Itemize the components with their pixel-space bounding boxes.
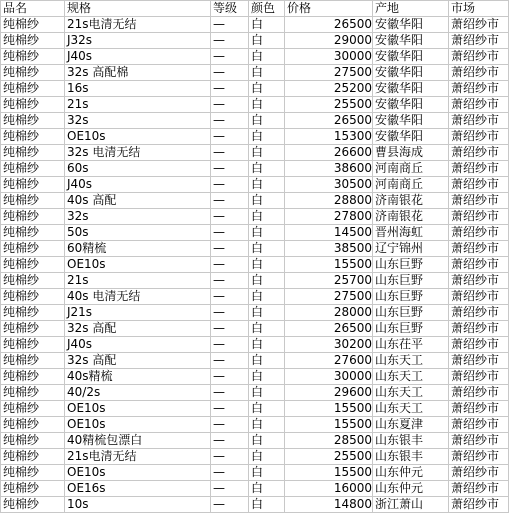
cell-origin[interactable]: 山东银丰: [373, 449, 449, 465]
cell-spec[interactable]: OE10s: [65, 417, 211, 433]
table-row: [1, 305, 509, 321]
cell-price[interactable]: 28500: [285, 433, 373, 449]
cell-market[interactable]: 萧绍纱市: [449, 289, 509, 305]
cell-color[interactable]: 白: [249, 17, 285, 33]
cell-market[interactable]: 萧绍纱市: [449, 401, 509, 417]
cell-name[interactable]: 纯棉纱: [1, 433, 65, 449]
cell-market[interactable]: 萧绍纱市: [449, 161, 509, 177]
table-row: [1, 273, 509, 289]
cell-spec[interactable]: 21s电清无结: [65, 17, 211, 33]
cell-price[interactable]: 28800: [285, 193, 373, 209]
cell-color[interactable]: 白: [249, 193, 285, 209]
cell-origin[interactable]: 山东仲元: [373, 465, 449, 481]
cell-name[interactable]: 纯棉纱: [1, 129, 65, 145]
cell-price[interactable]: 15500: [285, 465, 373, 481]
cell-origin[interactable]: 山东茌平: [373, 337, 449, 353]
cell-price[interactable]: 26500: [285, 17, 373, 33]
table-row: [1, 49, 509, 65]
cell-spec[interactable]: 10s: [65, 497, 211, 513]
cell-price[interactable]: 25700: [285, 273, 373, 289]
cell-name[interactable]: 纯棉纱: [1, 113, 65, 129]
cell-price[interactable]: 30000: [285, 49, 373, 65]
cell-market[interactable]: 萧绍纱市: [449, 145, 509, 161]
cell-name[interactable]: 纯棉纱: [1, 305, 65, 321]
cell-grade[interactable]: —: [211, 17, 249, 33]
table-row: [1, 449, 509, 465]
cell-spec[interactable]: J40s: [65, 337, 211, 353]
cell-grade[interactable]: —: [211, 385, 249, 401]
cell-market[interactable]: 萧绍纱市: [449, 353, 509, 369]
cell-market[interactable]: 萧绍纱市: [449, 193, 509, 209]
table-row: [1, 369, 509, 385]
cell-grade[interactable]: —: [211, 129, 249, 145]
cell-price[interactable]: 25500: [285, 97, 373, 113]
cell-market[interactable]: 萧绍纱市: [449, 113, 509, 129]
cell-grade[interactable]: —: [211, 433, 249, 449]
cell-price[interactable]: 28000: [285, 305, 373, 321]
cell-spec[interactable]: OE10s: [65, 129, 211, 145]
cell-origin[interactable]: 山东夏津: [373, 417, 449, 433]
table-body: [1, 1, 509, 513]
cell-color[interactable]: 白: [249, 321, 285, 337]
cell-market[interactable]: 萧绍纱市: [449, 33, 509, 49]
table-row: [1, 225, 509, 241]
cell-origin[interactable]: 安徽华阳: [373, 49, 449, 65]
table-row: [1, 353, 509, 369]
cell-spec[interactable]: 21s: [65, 97, 211, 113]
cell-origin[interactable]: 山东巨野: [373, 289, 449, 305]
cell-price[interactable]: 14500: [285, 225, 373, 241]
cell-spec[interactable]: 40/2s: [65, 385, 211, 401]
cell-grade[interactable]: —: [211, 305, 249, 321]
cell-color[interactable]: 白: [249, 225, 285, 241]
column-header-origin[interactable]: 产地: [373, 1, 449, 17]
cell-price[interactable]: 26600: [285, 145, 373, 161]
column-header-price[interactable]: 价格: [285, 1, 373, 17]
cell-price[interactable]: 15500: [285, 401, 373, 417]
cell-color[interactable]: 白: [249, 289, 285, 305]
cell-grade[interactable]: —: [211, 497, 249, 513]
cell-color[interactable]: 白: [249, 481, 285, 497]
table-row: [1, 129, 509, 145]
cell-grade[interactable]: —: [211, 113, 249, 129]
cell-price[interactable]: 16000: [285, 481, 373, 497]
cell-grade[interactable]: —: [211, 161, 249, 177]
cell-color[interactable]: 白: [249, 337, 285, 353]
cell-spec[interactable]: OE10s: [65, 401, 211, 417]
cell-market[interactable]: 萧绍纱市: [449, 481, 509, 497]
cell-origin[interactable]: 山东天工: [373, 353, 449, 369]
cell-spec[interactable]: 32s: [65, 209, 211, 225]
cell-color[interactable]: 白: [249, 177, 285, 193]
cell-name[interactable]: 纯棉纱: [1, 17, 65, 33]
cell-grade[interactable]: —: [211, 353, 249, 369]
cell-market[interactable]: 萧绍纱市: [449, 465, 509, 481]
cell-market[interactable]: 萧绍纱市: [449, 65, 509, 81]
table-row: [1, 81, 509, 97]
cell-origin[interactable]: 济南银花: [373, 193, 449, 209]
cell-color[interactable]: 白: [249, 385, 285, 401]
cell-market[interactable]: 萧绍纱市: [449, 129, 509, 145]
cell-color[interactable]: 白: [249, 257, 285, 273]
cell-market[interactable]: 萧绍纱市: [449, 257, 509, 273]
cell-origin[interactable]: 河南商丘: [373, 161, 449, 177]
cell-grade[interactable]: —: [211, 273, 249, 289]
cell-origin[interactable]: 山东巨野: [373, 273, 449, 289]
cell-price[interactable]: 29000: [285, 33, 373, 49]
cell-color[interactable]: 白: [249, 97, 285, 113]
cell-origin[interactable]: 安徽华阳: [373, 17, 449, 33]
cell-grade[interactable]: —: [211, 193, 249, 209]
cell-name[interactable]: 纯棉纱: [1, 97, 65, 113]
cell-origin[interactable]: 辽宁锦州: [373, 241, 449, 257]
column-header-color[interactable]: 颜色: [249, 1, 285, 17]
cell-grade[interactable]: —: [211, 49, 249, 65]
cell-color[interactable]: 白: [249, 113, 285, 129]
cell-spec[interactable]: 40s 电清无结: [65, 289, 211, 305]
cell-price[interactable]: 38500: [285, 241, 373, 257]
cell-spec[interactable]: 21s: [65, 273, 211, 289]
cell-color[interactable]: 白: [249, 81, 285, 97]
cell-market[interactable]: 萧绍纱市: [449, 225, 509, 241]
cell-grade[interactable]: —: [211, 401, 249, 417]
column-header-spec[interactable]: 规格: [65, 1, 211, 17]
table-row: [1, 17, 509, 33]
cell-origin[interactable]: 山东天工: [373, 369, 449, 385]
cell-name[interactable]: 纯棉纱: [1, 337, 65, 353]
cell-price[interactable]: 38600: [285, 161, 373, 177]
cell-origin[interactable]: 安徽华阳: [373, 65, 449, 81]
cell-name[interactable]: 纯棉纱: [1, 177, 65, 193]
cell-color[interactable]: 白: [249, 417, 285, 433]
cell-market[interactable]: 萧绍纱市: [449, 497, 509, 513]
cell-name[interactable]: 纯棉纱: [1, 497, 65, 513]
cell-color[interactable]: 白: [249, 145, 285, 161]
cell-origin[interactable]: 曹县海成: [373, 145, 449, 161]
table-row: [1, 113, 509, 129]
cell-market[interactable]: 萧绍纱市: [449, 369, 509, 385]
cell-origin[interactable]: 浙江萧山: [373, 497, 449, 513]
cell-color[interactable]: 白: [249, 65, 285, 81]
cell-spec[interactable]: J32s: [65, 33, 211, 49]
cell-price[interactable]: 27500: [285, 289, 373, 305]
column-header-market[interactable]: 市场: [449, 1, 509, 17]
cell-name[interactable]: 纯棉纱: [1, 401, 65, 417]
cell-price[interactable]: 26500: [285, 321, 373, 337]
table-row: [1, 161, 509, 177]
cell-name[interactable]: 纯棉纱: [1, 321, 65, 337]
cell-color[interactable]: 白: [249, 33, 285, 49]
cell-color[interactable]: 白: [249, 209, 285, 225]
cell-price[interactable]: 27500: [285, 65, 373, 81]
cell-grade[interactable]: —: [211, 449, 249, 465]
column-header-grade[interactable]: 等级: [211, 1, 249, 17]
table-row: [1, 177, 509, 193]
table-row: [1, 257, 509, 273]
cell-price[interactable]: 14800: [285, 497, 373, 513]
cell-price[interactable]: 29600: [285, 385, 373, 401]
cell-name[interactable]: 纯棉纱: [1, 273, 65, 289]
cell-spec[interactable]: OE16s: [65, 481, 211, 497]
cell-grade[interactable]: —: [211, 177, 249, 193]
cell-origin[interactable]: 山东天工: [373, 385, 449, 401]
cell-origin[interactable]: 安徽华阳: [373, 97, 449, 113]
cell-origin[interactable]: 山东巨野: [373, 321, 449, 337]
cell-price[interactable]: 15500: [285, 417, 373, 433]
cell-name[interactable]: 纯棉纱: [1, 49, 65, 65]
cell-market[interactable]: 萧绍纱市: [449, 17, 509, 33]
cell-grade[interactable]: —: [211, 81, 249, 97]
table-row: [1, 289, 509, 305]
cell-origin[interactable]: 济南银花: [373, 209, 449, 225]
cell-origin[interactable]: 晋州海虹: [373, 225, 449, 241]
cell-color[interactable]: 白: [249, 497, 285, 513]
cell-spec[interactable]: OE10s: [65, 465, 211, 481]
cell-grade[interactable]: —: [211, 289, 249, 305]
table-row: [1, 497, 509, 513]
cell-color[interactable]: 白: [249, 241, 285, 257]
cell-grade[interactable]: —: [211, 97, 249, 113]
cell-grade[interactable]: —: [211, 465, 249, 481]
table-row: [1, 337, 509, 353]
cell-grade[interactable]: —: [211, 481, 249, 497]
table-row: [1, 209, 509, 225]
cell-spec[interactable]: 32s 高配棉: [65, 65, 211, 81]
cell-market[interactable]: 萧绍纱市: [449, 305, 509, 321]
cell-spec[interactable]: 21s电清无结: [65, 449, 211, 465]
cell-name[interactable]: 纯棉纱: [1, 145, 65, 161]
cell-grade[interactable]: —: [211, 321, 249, 337]
cell-spec[interactable]: 60精梳: [65, 241, 211, 257]
cell-name[interactable]: 纯棉纱: [1, 161, 65, 177]
cell-name[interactable]: 纯棉纱: [1, 449, 65, 465]
cell-grade[interactable]: —: [211, 257, 249, 273]
cell-spec[interactable]: J40s: [65, 49, 211, 65]
table-row: [1, 481, 509, 497]
cell-color[interactable]: 白: [249, 305, 285, 321]
cell-market[interactable]: 萧绍纱市: [449, 81, 509, 97]
table-row: [1, 465, 509, 481]
cell-price[interactable]: 30000: [285, 369, 373, 385]
cell-color[interactable]: 白: [249, 433, 285, 449]
cell-color[interactable]: 白: [249, 129, 285, 145]
cell-origin[interactable]: 山东巨野: [373, 305, 449, 321]
cell-origin[interactable]: 河南商丘: [373, 177, 449, 193]
cell-spec[interactable]: 32s 电清无结: [65, 145, 211, 161]
cell-price[interactable]: 27800: [285, 209, 373, 225]
cell-name[interactable]: 纯棉纱: [1, 465, 65, 481]
cell-grade[interactable]: —: [211, 417, 249, 433]
cell-name[interactable]: 纯棉纱: [1, 193, 65, 209]
cell-name[interactable]: 纯棉纱: [1, 289, 65, 305]
cell-origin[interactable]: 山东天工: [373, 401, 449, 417]
cell-spec[interactable]: J40s: [65, 177, 211, 193]
cell-grade[interactable]: —: [211, 209, 249, 225]
cell-origin[interactable]: 山东巨野: [373, 257, 449, 273]
cell-color[interactable]: 白: [249, 273, 285, 289]
cell-origin[interactable]: 安徽华阳: [373, 33, 449, 49]
cell-spec[interactable]: 50s: [65, 225, 211, 241]
cell-name[interactable]: 纯棉纱: [1, 65, 65, 81]
cell-name[interactable]: 纯棉纱: [1, 385, 65, 401]
cell-color[interactable]: 白: [249, 401, 285, 417]
cell-price[interactable]: 25200: [285, 81, 373, 97]
cell-market[interactable]: 萧绍纱市: [449, 385, 509, 401]
table-row: [1, 97, 509, 113]
cell-market[interactable]: 萧绍纱市: [449, 449, 509, 465]
cell-market[interactable]: 萧绍纱市: [449, 177, 509, 193]
cell-spec[interactable]: 40s精梳: [65, 369, 211, 385]
cell-color[interactable]: 白: [249, 161, 285, 177]
cell-price[interactable]: 30500: [285, 177, 373, 193]
cell-spec[interactable]: 32s: [65, 113, 211, 129]
cell-grade[interactable]: —: [211, 369, 249, 385]
cell-market[interactable]: 萧绍纱市: [449, 417, 509, 433]
cell-spec[interactable]: 60s: [65, 161, 211, 177]
cell-color[interactable]: 白: [249, 449, 285, 465]
table-row: [1, 321, 509, 337]
cell-origin[interactable]: 山东银丰: [373, 433, 449, 449]
cell-spec[interactable]: 32s 高配: [65, 353, 211, 369]
table-row: [1, 145, 509, 161]
cell-grade[interactable]: —: [211, 33, 249, 49]
cell-price[interactable]: 15500: [285, 257, 373, 273]
table-row: [1, 417, 509, 433]
cell-market[interactable]: 萧绍纱市: [449, 337, 509, 353]
table-row: [1, 241, 509, 257]
table-row: [1, 65, 509, 81]
cell-name[interactable]: 纯棉纱: [1, 257, 65, 273]
cell-name[interactable]: 纯棉纱: [1, 481, 65, 497]
cell-name[interactable]: 纯棉纱: [1, 369, 65, 385]
cell-origin[interactable]: 安徽华阳: [373, 129, 449, 145]
cell-name[interactable]: 纯棉纱: [1, 353, 65, 369]
cell-name[interactable]: 纯棉纱: [1, 225, 65, 241]
cell-spec[interactable]: 40精梳包漂白: [65, 433, 211, 449]
cell-name[interactable]: 纯棉纱: [1, 241, 65, 257]
cell-name[interactable]: 纯棉纱: [1, 417, 65, 433]
cell-color[interactable]: 白: [249, 465, 285, 481]
cell-market[interactable]: 萧绍纱市: [449, 97, 509, 113]
cell-price[interactable]: 26500: [285, 113, 373, 129]
cell-color[interactable]: 白: [249, 49, 285, 65]
cell-origin[interactable]: 安徽华阳: [373, 113, 449, 129]
cell-name[interactable]: 纯棉纱: [1, 33, 65, 49]
cell-color[interactable]: 白: [249, 369, 285, 385]
cell-market[interactable]: 萧绍纱市: [449, 433, 509, 449]
header-row: [1, 1, 509, 17]
cell-grade[interactable]: —: [211, 65, 249, 81]
cell-market[interactable]: 萧绍纱市: [449, 273, 509, 289]
table-row: [1, 433, 509, 449]
cell-grade[interactable]: —: [211, 241, 249, 257]
cell-market[interactable]: 萧绍纱市: [449, 241, 509, 257]
table-row: [1, 401, 509, 417]
cell-price[interactable]: 15300: [285, 129, 373, 145]
cell-price[interactable]: 25500: [285, 449, 373, 465]
cell-grade[interactable]: —: [211, 145, 249, 161]
cell-color[interactable]: 白: [249, 353, 285, 369]
cell-spec[interactable]: J21s: [65, 305, 211, 321]
cell-market[interactable]: 萧绍纱市: [449, 321, 509, 337]
cell-market[interactable]: 萧绍纱市: [449, 49, 509, 65]
cell-origin[interactable]: 山东仲元: [373, 481, 449, 497]
cell-grade[interactable]: —: [211, 225, 249, 241]
cell-origin[interactable]: 安徽华阳: [373, 81, 449, 97]
cell-grade[interactable]: —: [211, 337, 249, 353]
table-row: [1, 385, 509, 401]
table-row: [1, 33, 509, 49]
cell-spec[interactable]: 40s 高配: [65, 193, 211, 209]
cell-market[interactable]: 萧绍纱市: [449, 209, 509, 225]
cell-spec[interactable]: 32s 高配: [65, 321, 211, 337]
table-row: [1, 193, 509, 209]
cell-spec[interactable]: OE10s: [65, 257, 211, 273]
cell-name[interactable]: 纯棉纱: [1, 209, 65, 225]
cell-price[interactable]: 30200: [285, 337, 373, 353]
cell-price[interactable]: 27600: [285, 353, 373, 369]
cell-spec[interactable]: 16s: [65, 81, 211, 97]
column-header-name[interactable]: 品名: [1, 1, 65, 17]
cell-name[interactable]: 纯棉纱: [1, 81, 65, 97]
